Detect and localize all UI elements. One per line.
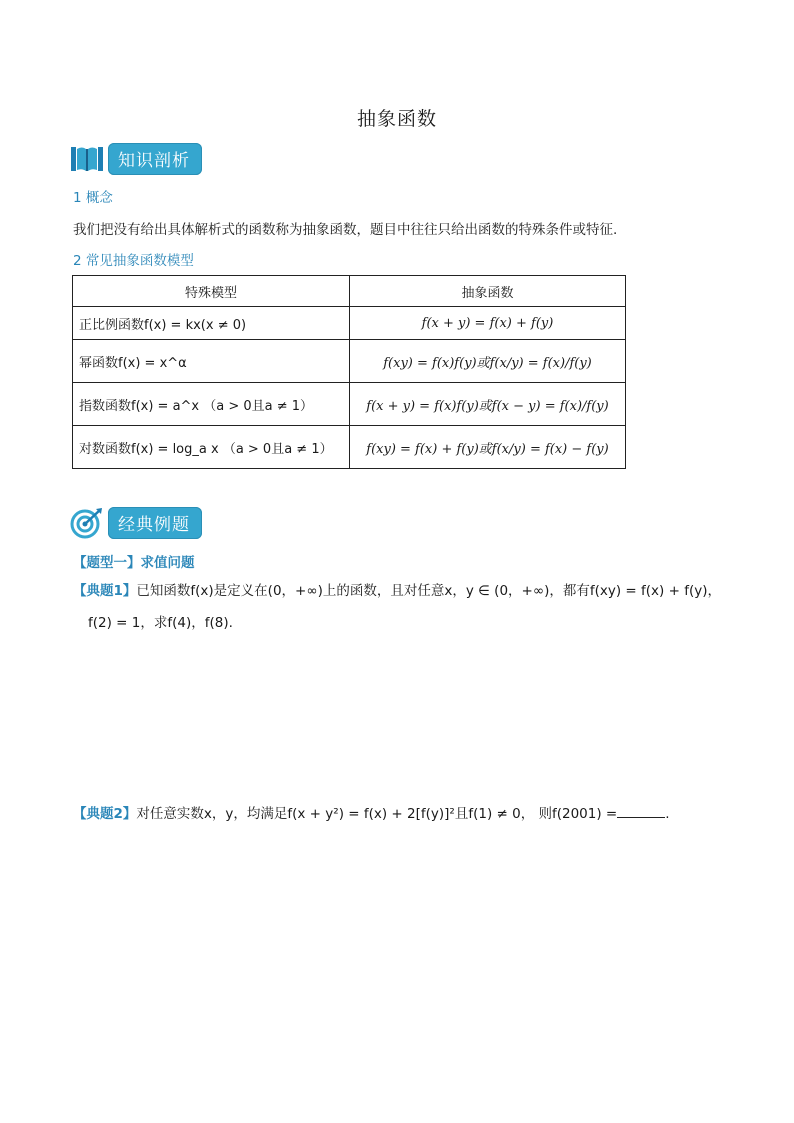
func-cell: f(x + y) = f(x) + f(y) [350,307,626,340]
section-label: 知识剖析 [108,143,202,175]
func-cell: f(xy) = f(x)f(y)或f(x/y) = f(x)/f(y) [350,340,626,383]
model-cell: 正比例函数f(x) = kx(x ≠ 0) [73,307,350,340]
section-header-knowledge [70,142,202,176]
table-row [73,383,626,426]
type1-label: 【题型一】求值问题 [73,555,195,571]
models-table [72,275,626,469]
book-icon [70,143,104,175]
model-cell: 对数函数f(x) = log_a x （a > 0且a ≠ 1） [73,426,350,469]
table-row [73,426,626,469]
models-heading: 2 常见抽象函数模型 [73,253,194,269]
concept-heading: 1 概念 [73,190,113,206]
concept-text: 我们把没有给出具体解析式的函数称为抽象函数，题目中往往只给出函数的特殊条件或特征. [73,222,618,238]
answer-blank[interactable] [617,803,665,818]
example-2-text: 对任意实数x，y，均满足f(x + y²) = f(x) + 2[f(y)]²且f(1) ≠ 0， 则f(2001) = [136,806,618,822]
table-row [73,340,626,383]
model-cell: 幂函数f(x) = x^α [73,340,350,383]
example-1-line2: f(2) = 1，求f(4)，f(8). [88,615,233,631]
func-cell: f(xy) = f(x) + f(y)或f(x/y) = f(x) − f(y) [350,426,626,469]
example-2 [73,798,670,830]
table-header: 抽象函数 [350,276,626,307]
example-1-line1: 已知函数f(x)是定义在(0，+∞)上的函数，且对任意x，y ∈ (0，+∞)，都有f(xy) = f(x) + f(y)， [136,583,721,599]
target-icon [70,507,104,539]
table-row [73,307,626,340]
section-label: 经典例题 [108,507,202,539]
example-2-end: . [665,806,670,822]
example-tag: 【典题1】 [73,583,137,599]
section-header-examples [70,506,202,540]
page-title: 抽象函数 [356,108,437,130]
table-header-row [73,276,626,307]
model-cell: 指数函数f(x) = a^x （a > 0且a ≠ 1） [73,383,350,426]
func-cell: f(x + y) = f(x)f(y)或f(x − y) = f(x)/f(y) [350,383,626,426]
table-header: 特殊模型 [73,276,350,307]
example-1 [73,575,721,607]
example-tag: 【典题2】 [73,806,137,822]
